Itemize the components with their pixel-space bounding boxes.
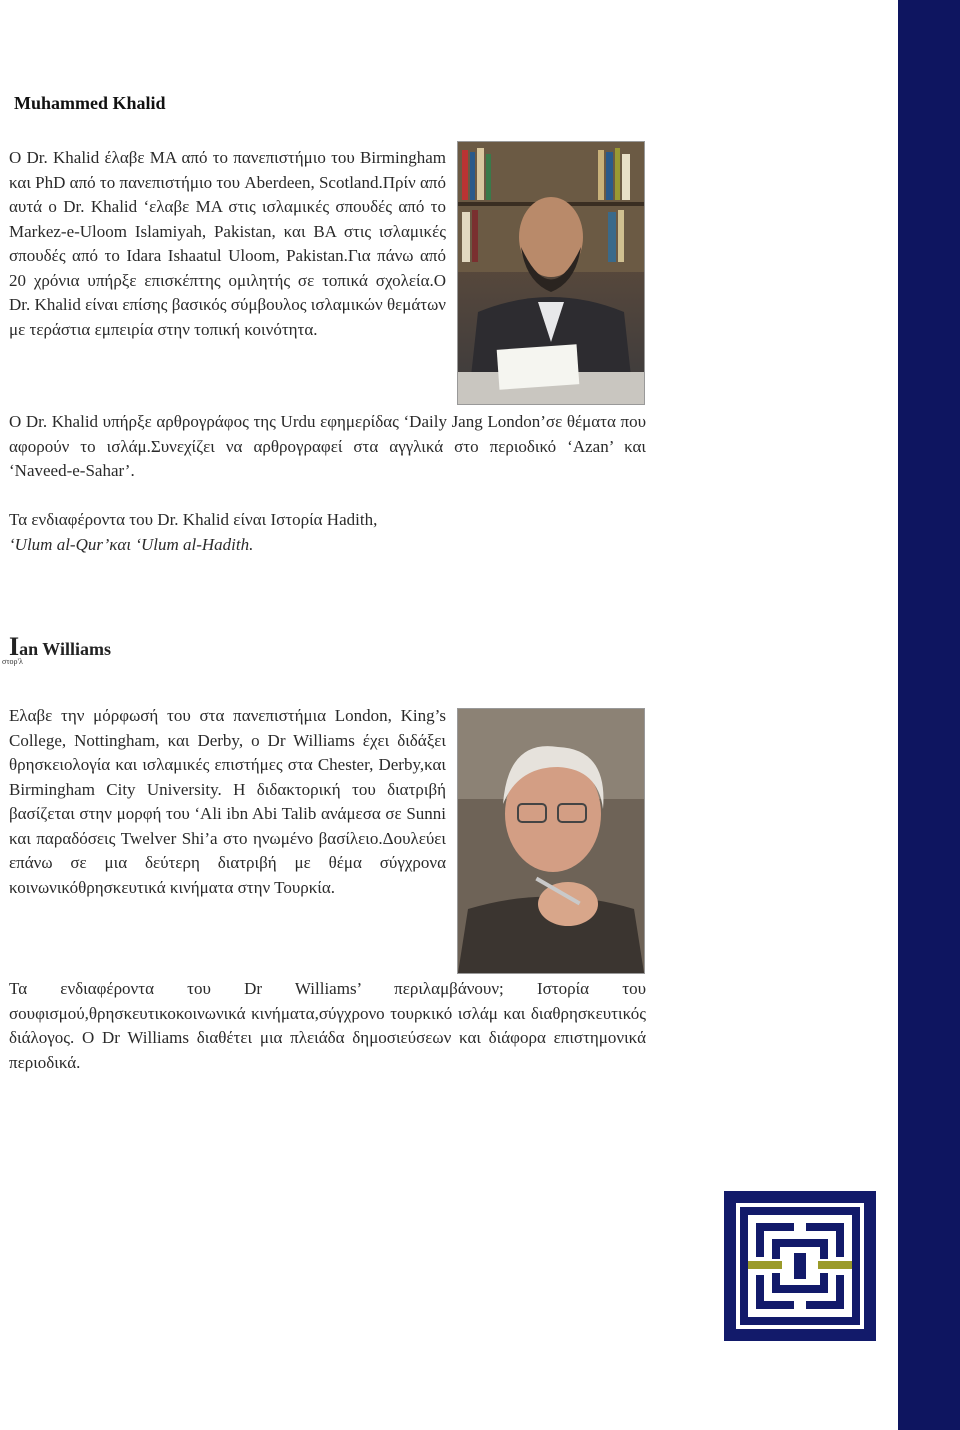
williams-name-rest: an Williams [19, 639, 111, 659]
khalid-interests-line2: ‘Ulum al-Qur’και ‘Ulum al-Hadith. [9, 534, 254, 554]
williams-initial: I [9, 632, 20, 661]
williams-bio-paragraph: Ελαβε την μόρφωσή του στα πανεπιστήμια London, King’s College, Nottingham, και Derby, ο Dr Williams έχει διδάξει θρησκειολογία και ισλαμικές επιστήμες στα Chester, Derby,και Birmingham City University. Η διδακτορική του διατριβή βασίζεται στην μορφή του ‘Ali ibn Abi Talib ανάμεσα σε Sunni και παραδόσεις Twelver Shi’a στο ηνωμένο βασίλειο.Δουλεύει επάνω σε μια δεύτερη διατριβή με θέμα σύγχρονα κοινωνικόθρησκευτικά κινήματα στην Τουρκία. [9, 706, 446, 897]
khalid-photo [457, 141, 645, 405]
khalid-bio-paragraph: Ο Dr. Khalid έλαβε MA από το πανεπιστήμιο του Birmingham και PhD από το πανεπιστήμιο του Aberdeen, Scotland.Πρίν από αυτά ο Dr. Khalid ‘ελαβε MA στις ισλαμικές σπουδές από το Markez-e-Uloom Islamiyah, Pakistan, και BA στις ισλαμικές σπουδές από το Idara Ishaatul Uloom, Pakistan.Για πάνω από 20 χρόνια υπήρξε επισκέπτης ομιλητής σε τοπικά σχολεία.Ο Dr. Khalid είναι επίσης βασικός σύμβουλος ισλαμικών θεμάτων με τεράστια εμπειρία στην τοπική κοινότητα. [9, 148, 446, 339]
williams-photo [457, 708, 645, 974]
side-color-bar [898, 0, 960, 1430]
khalid-portrait-illustration [458, 142, 644, 404]
khalid-interests-paragraph [9, 508, 646, 557]
maze-logo [724, 1191, 876, 1341]
name-heading-williams [9, 632, 111, 662]
khalid-interests-line1: Τα ενδιαφέροντα του Dr. Khalid είναι Ιστορία Hadith, [9, 510, 378, 529]
williams-interests-paragraph: Τα ενδιαφέροντα του Dr Williams’ περιλαμβάνουν; Ιστορία του σουφισμού,θρησκευτικοκοινωνικά κινήματα,σύγχρονο τουρκικό ισλάμ και διαθρησκευτικός διάλογος. Ο Dr Williams διαθέτει μια πλειάδα δημοσιεύσεων και διάφορα επιστημονικά περιοδικά. [9, 979, 646, 1072]
name-heading-khalid: Muhammed Khalid [14, 93, 166, 113]
williams-portrait-illustration [458, 709, 644, 973]
kufic-pattern-icon [736, 1203, 864, 1329]
stray-text: στορ'λ [2, 657, 23, 666]
khalid-columnist-paragraph: Ο Dr. Khalid υπήρξε αρθρογράφος της Urdu εφημερίδας ‘Daily Jang London’σε θέματα που αφορούν το ισλάμ.Συνεχίζει να αρθρογραφεί στα αγγλικά στο περιοδικό ‘Azan’ και ‘Naveed-e-Sahar’. [9, 412, 646, 480]
